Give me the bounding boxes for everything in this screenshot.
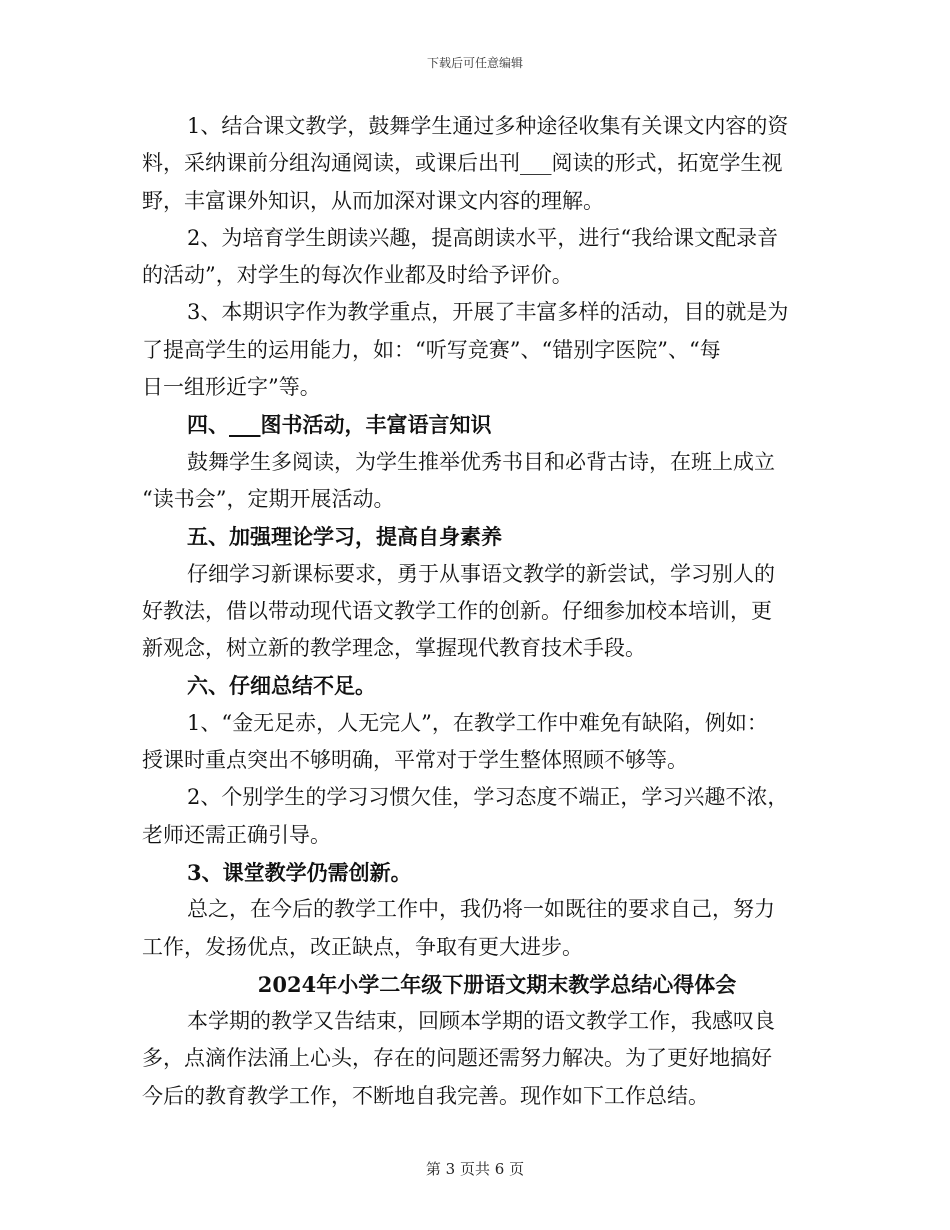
paragraph-line: 今后的教育教学工作，不断地自我完善。现作如下工作总结。 xyxy=(142,1083,709,1108)
paragraph-line: 鼓舞学生多阅读，为学生推举优秀书目和必背古诗，在班上成立 xyxy=(187,449,775,474)
paragraph-line: 多，点滴作法涌上心头，存在的问题还需努力解决。为了更好地搞好 xyxy=(142,1046,772,1071)
paragraph-line: 好教法，借以带动现代语文教学工作的创新。仔细参加校本培训，更 xyxy=(142,598,772,623)
section-heading: 六、仔细总结不足。 xyxy=(187,673,376,699)
paragraph-line: 了提高学生的运用能力，如：“听写竞赛”、“错别字医院”、“每 xyxy=(142,337,721,362)
paragraph-line: 1、“金无足赤，人无完人”，在教学工作中难免有缺陷，例如： xyxy=(187,710,768,735)
paragraph-line: 2、为培育学生朗读兴趣，提高朗读水平，进行“我给课文配录音 xyxy=(187,225,779,250)
paragraph-line: 仔细学习新课标要求，勇于从事语文教学的新尝试，学习别人的 xyxy=(187,561,775,586)
paragraph-line: 1、结合课文教学，鼓舞学生通过多种途径收集有关课文内容的资 xyxy=(187,114,789,138)
document-body xyxy=(142,108,832,1115)
section-heading: 四、___图书活动，丰富语言知识 xyxy=(187,412,492,438)
paragraph-line: 日一组形近字”等。 xyxy=(142,375,321,400)
paragraph-line: 总之，在今后的教学工作中，我仍将一如既往的要求自己，努力 xyxy=(187,897,775,922)
paragraph-line: 工作，发扬优点，改正缺点，争取有更大进步。 xyxy=(142,934,583,959)
paragraph-line: “读书会”，定期开展活动。 xyxy=(142,486,395,511)
paragraph-line: 2、个别学生的学习习惯欠佳，学习态度不端正，学习兴趣不浓， xyxy=(187,785,789,810)
paragraph-line: 3、本期识字作为教学重点，开展了丰富多样的活动，目的就是为 xyxy=(187,300,789,325)
paragraph-line: 野，丰富课外知识，从而加深对课文内容的理解。 xyxy=(142,188,604,213)
page-footer: 第 3 页共 6 页 xyxy=(425,1160,525,1178)
page-header: 下载后可任意编辑 xyxy=(426,56,523,70)
paragraph-line: 本学期的教学又告结束，回顾本学期的语文教学工作，我感叹良 xyxy=(187,1009,775,1034)
paragraph-line: 料，采纳课前分组沟通阅读，或课后出刊___阅读的形式，拓宽学生视 xyxy=(142,151,783,176)
paragraph-line: 老师还需正确引导。 xyxy=(142,822,331,847)
paragraph-line: 新观念，树立新的教学理念，掌握现代教育技术手段。 xyxy=(142,636,646,661)
document-title: 2024年小学二年级下册语文期末教学总结心得体会 xyxy=(257,971,737,997)
paragraph-line: 的活动”，对学生的每次作业都及时给予评价。 xyxy=(142,263,573,288)
paragraph-line: 授课时重点突出不够明确，平常对于学生整体照顾不够等。 xyxy=(142,748,688,773)
section-heading: 五、加强理论学习，提高自身素养 xyxy=(187,524,502,550)
section-heading: 3、课堂教学仍需创新。 xyxy=(187,859,412,885)
